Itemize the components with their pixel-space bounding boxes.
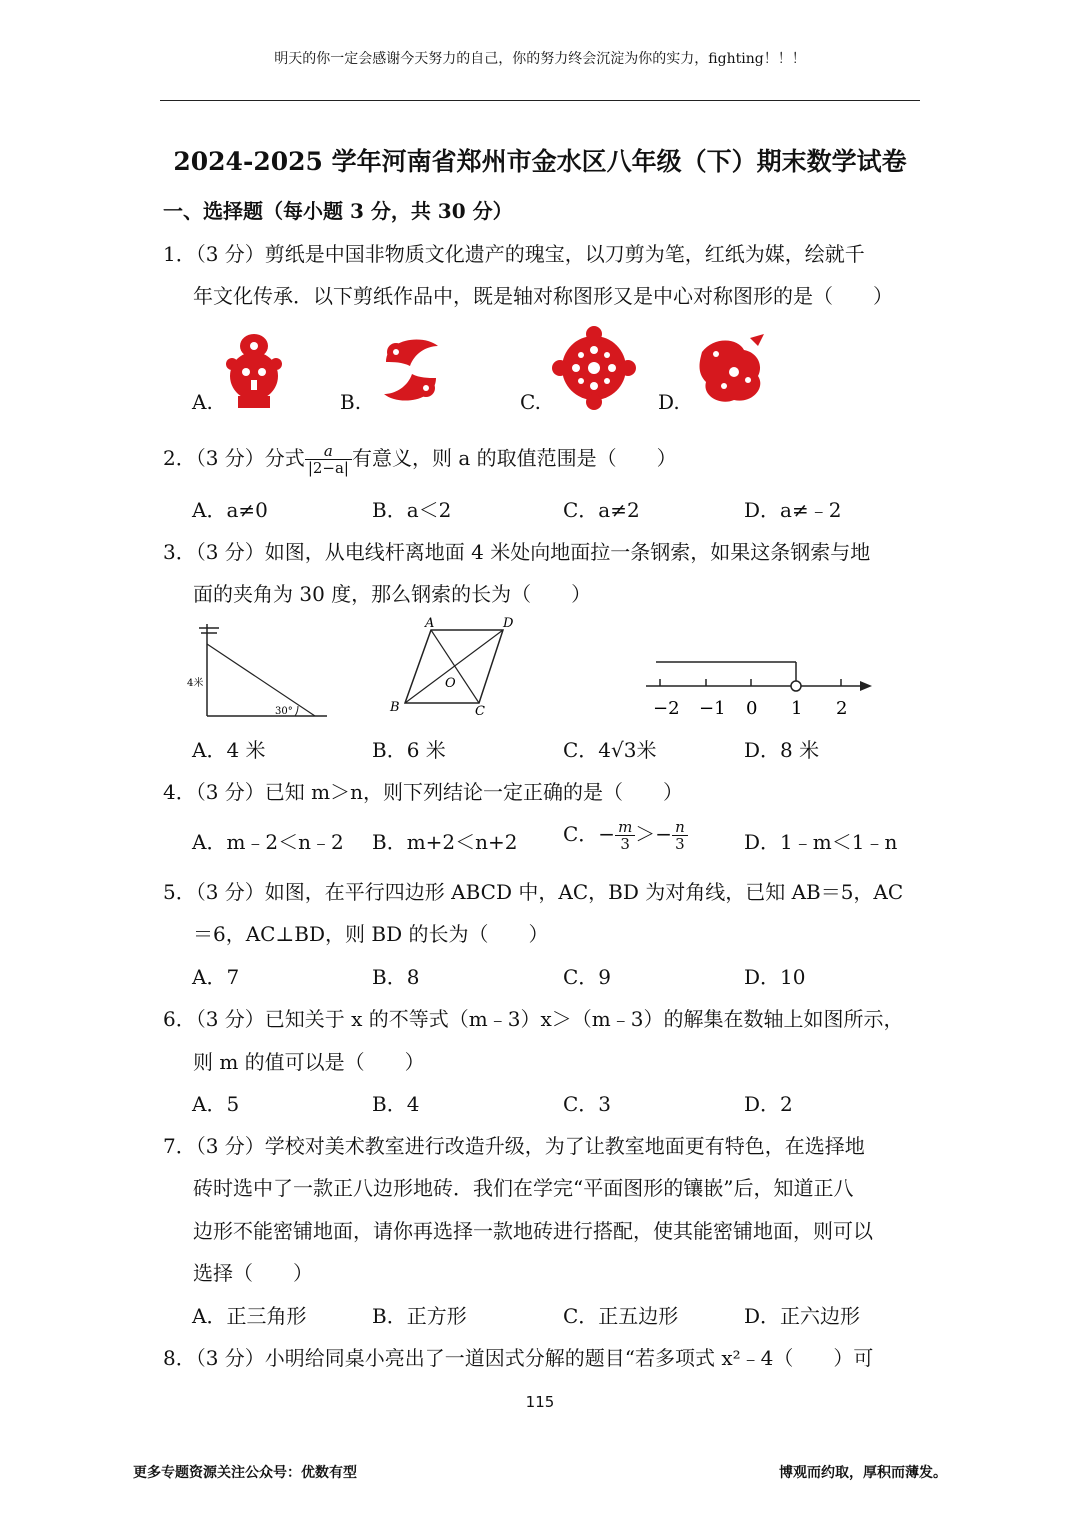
vertex-b-label: B bbox=[390, 700, 400, 715]
tick-label-1: 1 bbox=[791, 698, 803, 719]
q5-line1: 5．（3 分）如图，在平行四边形 ABCD 中，AC，BD 为对角线，已知 AB＝5，AC bbox=[163, 880, 904, 904]
q1-option-a: A. bbox=[192, 390, 213, 414]
q5-option-c: C．9 bbox=[563, 965, 612, 989]
q7-option-b: B．正方形 bbox=[372, 1304, 467, 1328]
q4-option-a: A．m﹣2＜n﹣2 bbox=[192, 830, 344, 854]
q5-option-d: D．10 bbox=[744, 965, 806, 989]
q6-option-c: C．3 bbox=[563, 1092, 612, 1116]
q2-fraction-denominator: |2−a| bbox=[307, 459, 349, 477]
q6-option-a: A．5 bbox=[192, 1092, 240, 1116]
tick-label-neg2: −2 bbox=[653, 698, 680, 719]
q2-suffix: 有意义，则 a 的取值范围是（ ） bbox=[351, 446, 677, 470]
header-divider bbox=[160, 100, 920, 101]
tick-label-neg1: −1 bbox=[699, 698, 726, 719]
footer-left-note: 更多专题资源关注公众号：优数有型 bbox=[133, 1465, 357, 1481]
paper-cut-a-image bbox=[224, 330, 284, 410]
q6-line2: 则 m 的值可以是（ ） bbox=[193, 1050, 425, 1074]
q2-fraction bbox=[305, 443, 352, 477]
q3-option-b: B．6 米 bbox=[372, 738, 446, 762]
exam-title: 2024-2025 学年河南省郑州市金水区八年级（下）期末数学试卷 bbox=[173, 147, 907, 176]
q4-option-b: B．m+2＜n+2 bbox=[372, 830, 518, 854]
paper-cut-c-image bbox=[552, 326, 636, 410]
footer-right-note: 博观而约取，厚积而薄发。 bbox=[779, 1465, 947, 1481]
q5-option-b: B．8 bbox=[372, 965, 420, 989]
page-number: 115 bbox=[525, 1393, 555, 1411]
q7-option-a: A．正三角形 bbox=[192, 1304, 307, 1328]
q2-line1 bbox=[163, 442, 677, 477]
q2-option-b: B．a＜2 bbox=[372, 498, 452, 522]
q4-option-c-middle: ＞− bbox=[635, 822, 673, 846]
q1-option-b: B. bbox=[340, 390, 362, 414]
q6-option-b: B．4 bbox=[372, 1092, 420, 1116]
q2-prefix: 2．（3 分）分式 bbox=[163, 446, 305, 470]
pole-height-label: 4米 bbox=[187, 678, 204, 689]
q4-fraction-n bbox=[672, 819, 688, 853]
tick-label-2: 2 bbox=[836, 698, 848, 719]
q1-line2: 年文化传承．以下剪纸作品中，既是轴对称图形又是中心对称图形的是（ ） bbox=[193, 284, 893, 308]
q4-fraction-m-denominator: 3 bbox=[620, 835, 630, 853]
parallelogram-figure bbox=[385, 615, 525, 720]
q2-option-c: C．a≠2 bbox=[563, 498, 640, 522]
cable-angle-label: 30° bbox=[275, 706, 293, 717]
pole-cable-figure bbox=[185, 620, 335, 720]
q6-line1: 6．（3 分）已知关于 x 的不等式（m﹣3）x＞（m﹣3）的解集在数轴上如图所示， bbox=[163, 1007, 904, 1031]
vertex-c-label: C bbox=[475, 704, 485, 719]
vertex-a-label: A bbox=[425, 616, 435, 631]
number-line-figure bbox=[640, 650, 880, 725]
q1-line1: 1．（3 分）剪纸是中国非物质文化遗产的瑰宝，以刀剪为笔，红纸为媒，绘就千 bbox=[163, 242, 865, 266]
paper-cut-d-image bbox=[694, 332, 770, 408]
vertex-d-label: D bbox=[503, 616, 514, 631]
header-motto: 明天的你一定会感谢今天努力的自己，你的努力终会沉淀为你的实力，fighting！！！ bbox=[274, 51, 806, 67]
q3-option-c: C．4√3米 bbox=[563, 738, 657, 762]
q2-option-a: A．a≠0 bbox=[192, 498, 268, 522]
q4-option-c bbox=[563, 818, 688, 853]
q4-fraction-n-numerator: n bbox=[672, 819, 688, 837]
q3-option-a: A．4 米 bbox=[192, 738, 266, 762]
q4-option-c-prefix: C．− bbox=[563, 822, 616, 846]
q4-option-d: D．1﹣m＜1﹣n bbox=[744, 830, 898, 854]
q7-line1: 7．（3 分）学校对美术教室进行改造升级，为了让教室地面更有特色，在选择地 bbox=[163, 1134, 865, 1158]
q7-option-c: C．正五边形 bbox=[563, 1304, 679, 1328]
q5-line2: ＝6，AC⊥BD，则 BD 的长为（ ） bbox=[193, 922, 549, 946]
q3-option-d: D．8 米 bbox=[744, 738, 820, 762]
q7-option-d: D．正六边形 bbox=[744, 1304, 861, 1328]
center-o-label: O bbox=[445, 676, 456, 691]
section-heading-choice: 一、选择题（每小题 3 分，共 30 分） bbox=[163, 199, 513, 223]
q6-option-d: D．2 bbox=[744, 1092, 793, 1116]
q5-option-a: A．7 bbox=[192, 965, 240, 989]
q7-line3: 边形不能密铺地面，请你再选择一款地砖进行搭配，使其能密铺地面，则可以 bbox=[193, 1219, 873, 1243]
q2-fraction-numerator: a bbox=[305, 443, 352, 461]
q3-line2: 面的夹角为 30 度，那么钢索的长为（ ） bbox=[193, 582, 592, 606]
q3-line1: 3．（3 分）如图，从电线杆离地面 4 米处向地面拉一条钢索，如果这条钢索与地 bbox=[163, 540, 871, 564]
paper-cut-b-image bbox=[376, 332, 446, 408]
q4-fraction-m-numerator: m bbox=[615, 819, 635, 837]
tick-label-0: 0 bbox=[746, 698, 758, 719]
q4-line1: 4．（3 分）已知 m＞n，则下列结论一定正确的是（ ） bbox=[163, 780, 684, 804]
q4-fraction-n-denominator: 3 bbox=[675, 835, 685, 853]
q1-option-c: C. bbox=[520, 390, 541, 414]
q2-option-d: D．a≠﹣2 bbox=[744, 498, 842, 522]
q4-fraction-m bbox=[615, 819, 635, 853]
q7-line4: 选择（ ） bbox=[193, 1261, 313, 1285]
q7-line2: 砖时选中了一款正八边形地砖．我们在学完“平面图形的镶嵌”后，知道正八 bbox=[193, 1176, 854, 1200]
q8-line1: 8．（3 分）小明给同桌小亮出了一道因式分解的题目“若多项式 x²﹣4（ ）可 bbox=[163, 1346, 874, 1370]
q1-option-d: D. bbox=[658, 390, 680, 414]
